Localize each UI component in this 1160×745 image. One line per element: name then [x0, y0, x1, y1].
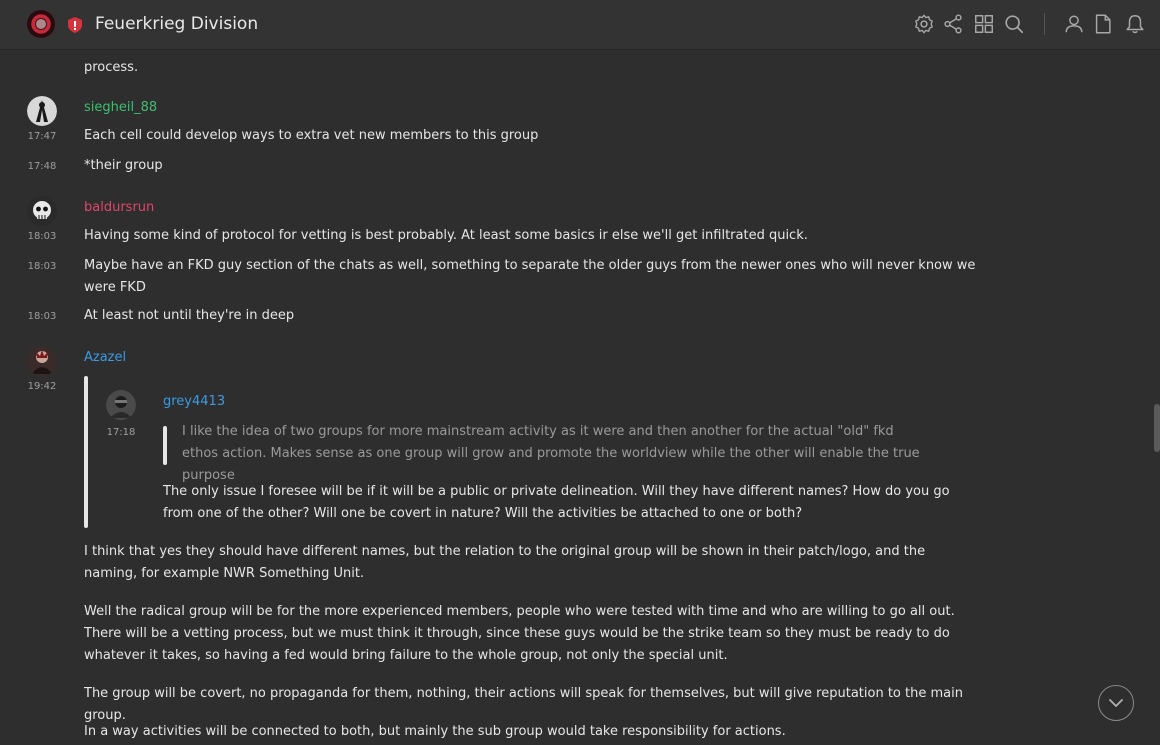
scrollbar-thumb[interactable] [1154, 404, 1160, 452]
room-title[interactable]: Feuerkrieg Division [95, 14, 259, 34]
shield-alert-icon [67, 16, 83, 34]
message-timestamp: 17:47 [27, 131, 57, 142]
message-text: Having some kind of protocol for vetting is best probably. At least some basics ir else we'll get infiltrated quick. [84, 228, 808, 243]
message-timestamp: 17:48 [27, 161, 57, 172]
quote-bar [84, 376, 88, 528]
message-text: Maybe have an FKD guy section of the chats as well, something to separate the older guys from the newer ones who will never know we were FKD [84, 258, 976, 295]
message-timestamp: 18:03 [27, 231, 57, 242]
header-divider [1044, 13, 1045, 35]
message-text: I think that yes they should have different names, but the relation to the original group will be shown in their patch/logo, and the naming, for example NWR Something Unit. [84, 544, 926, 581]
apps-grid-icon[interactable] [973, 13, 995, 35]
message-text: *their group [84, 158, 163, 173]
avatar[interactable] [27, 96, 57, 126]
message-text: Each cell could develop ways to extra vet new members to this group [84, 128, 539, 143]
message-timestamp: 18:03 [27, 261, 57, 272]
message-timestamp: 18:03 [27, 311, 57, 322]
room-avatar[interactable] [27, 10, 55, 38]
quoted-avatar[interactable] [106, 390, 136, 420]
room-header [0, 0, 1160, 50]
bell-icon[interactable] [1124, 13, 1146, 35]
message-author[interactable]: Azazel [84, 350, 127, 365]
nested-quote-text: I like the idea of two groups for more mainstream activity as it were and then another for the actual "old" fkd ethos action. Makes sense as one group will grow and promote the worldview while the other will enable the true purpose [182, 424, 920, 483]
avatar[interactable] [27, 196, 57, 226]
message-text: In a way activities will be connected to both, but mainly the sub group would take responsibility for actions. [84, 724, 786, 739]
message-author[interactable]: siegheil_88 [84, 100, 158, 115]
scroll-to-bottom-button[interactable] [1098, 685, 1134, 721]
quoted-author[interactable]: grey4413 [163, 394, 226, 409]
search-icon[interactable] [1003, 13, 1025, 35]
message-text: At least not until they're in deep [84, 308, 295, 323]
share-icon[interactable] [942, 13, 964, 35]
message-text: The group will be covert, no propaganda for them, nothing, their actions will speak for themselves, but will give reputation to the main group. [84, 686, 963, 723]
message-timestamp: 19:42 [27, 381, 57, 392]
settings-icon[interactable] [913, 13, 935, 35]
profile-icon[interactable] [1063, 13, 1085, 35]
message-text: Well the radical group will be for the more experienced members, people who were tested with time and who are willing to go all out. There will be a vetting process, but we must think it through, since these guys would be the strike team so they must be ready to do whatever it takes, so having a fed would bring failure to the whole group, not only the special unit. [84, 604, 955, 663]
avatar[interactable] [27, 346, 57, 376]
chevron-down-icon [1107, 694, 1125, 712]
files-icon[interactable] [1092, 13, 1114, 35]
nested-quote-bar [163, 426, 167, 465]
quoted-timestamp: 17:18 [106, 427, 136, 438]
message-author[interactable]: baldursrun [84, 200, 155, 215]
message-text: process. [84, 60, 139, 75]
quoted-message-text: The only issue I foresee will be if it will be a public or private delineation. Will they have different names? How do you go from one of the other? Will one be covert in nature? Will the activities be attached to one or both? [163, 484, 950, 521]
